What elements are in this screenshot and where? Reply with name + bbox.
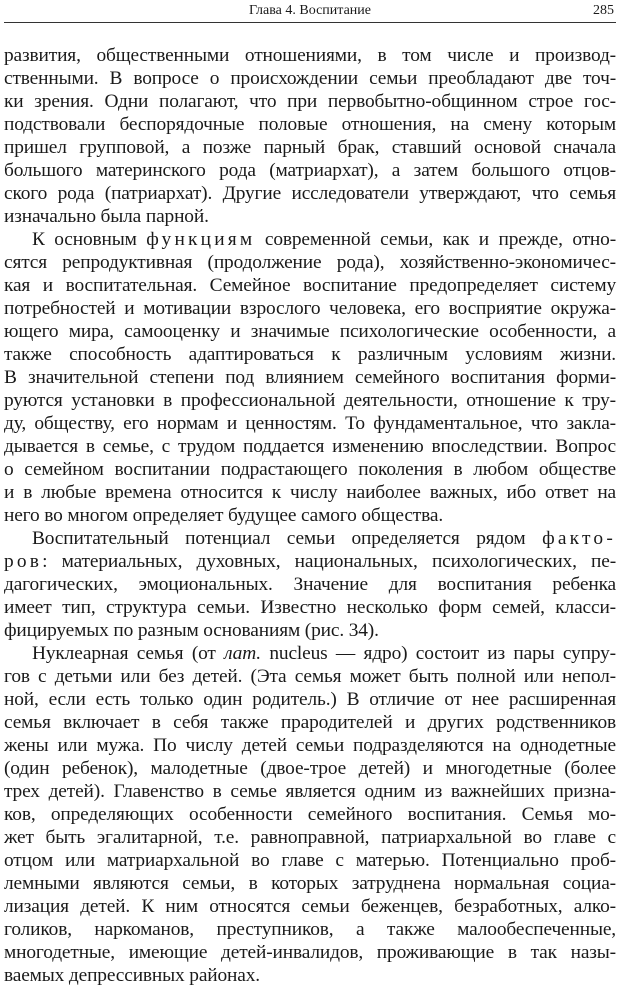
text-line	[4, 550, 616, 573]
text-line: него во многом определяет будущее самого общества.	[4, 505, 444, 526]
text-line: потребностей и мотивации взрослого человека, его восприятие окружа-	[4, 298, 616, 319]
text-line: ки зрения. Одни полагают, что при первобытно-общинном строе гос-	[4, 91, 616, 112]
page-number: 285	[593, 3, 614, 18]
text-line: трех детей). Главенство в семье является одним из важнейших призна-	[4, 781, 616, 802]
text-line: дагогических, эмоциональных. Значение для воспитания ребенка	[4, 574, 616, 595]
text-line: лемными являются семьи, в которых затруднена нормальная социа-	[4, 873, 616, 894]
text-line: ющего мира, самооценку и значимые психологические особенности, а	[4, 321, 616, 342]
text-line: большого материнского рода (матриархат), а затем большого отцов-	[4, 160, 616, 181]
text-run: Воспитательный потенциал семьи определяется рядом	[32, 528, 543, 549]
text-line: фицируемых по разным основаниям (рис. 34).	[4, 620, 379, 641]
text-line: многодетные, имеющие детей-инвалидов, проживающие в так назы-	[4, 942, 616, 963]
text-line: ков, определяющих особенности семейного воспитания. Семья мо-	[4, 804, 616, 825]
text-line: лизация детей. К ним относятся семьи беженцев, безработных, алко-	[4, 896, 616, 917]
text-line: отцом или матриархальной во главе с матерью. Потенциально проб-	[4, 850, 616, 871]
text-line: жет быть эгалитарной, т.е. равноправной, патриархальной во главе с	[4, 827, 616, 848]
text-line: гов с детьми или без детей. (Эта семья может быть полной или непол-	[4, 666, 616, 687]
text-line	[4, 228, 616, 251]
emphasized-term: факто-	[542, 528, 616, 549]
text-line: развития, общественными отношениями, в том числе и производ-	[4, 45, 616, 66]
paragraph-2	[4, 228, 616, 527]
text-line	[4, 642, 616, 665]
text-line: о семейном воспитании подрастающего поколения в любом обществе	[4, 459, 616, 480]
text-line: голиков, наркоманов, преступников, а также малообеспеченные,	[4, 919, 616, 940]
text-line: ственными. В вопросе о происхождении семьи преобладают две точ-	[4, 68, 616, 89]
text-run: К основным	[32, 229, 147, 250]
text-line: руются установки в профессиональной деятельности, отношение к тру-	[4, 390, 616, 411]
text-line: ского рода (патриархат). Другие исследователи утверждают, что семья	[4, 183, 616, 204]
text-line: жены или мужа. По числу детей семьи подразделяются на однодетные	[4, 735, 616, 756]
paragraph-4	[4, 642, 616, 987]
chapter-title: Глава 4. Воспитание	[249, 3, 371, 18]
emphasized-term: ров	[4, 551, 43, 572]
text-run: : материальных, духовных, национальных, психологических, пе-	[42, 551, 616, 572]
text-line: имеет тип, структура семьи. Известно несколько форм семей, класси-	[4, 597, 616, 618]
text-run: Нуклеарная семья (от	[32, 643, 225, 664]
text-line: ваемых депрессивных районах.	[4, 965, 260, 986]
text-line: также способность адаптироваться к различным условиям жизни.	[4, 344, 616, 365]
text-line: дывается в семье, с трудом поддается изменению впоследствии. Вопрос	[4, 436, 616, 457]
italic-abbreviation: лат.	[224, 643, 261, 664]
text-line: кая и воспитательная. Семейное воспитание предопределяет систему	[4, 275, 616, 296]
paragraph-1	[4, 44, 616, 228]
text-line: (один ребенок), малодетные (двое-трое детей) и многодетные (более	[4, 758, 616, 779]
body-text	[4, 44, 616, 987]
text-line: В значительной степени под влиянием семейного воспитания форми-	[4, 367, 616, 388]
text-line: сятся репродуктивная (продолжение рода), хозяйственно-экономичес-	[4, 252, 616, 273]
text-line	[4, 527, 616, 550]
text-run: современной семьи, как и прежде, отно-	[255, 229, 617, 250]
text-line: пришел групповой, а позже парный брак, ставший основой сначала	[4, 137, 616, 158]
running-header	[4, 0, 616, 23]
text-run: nucleus — ядро) состоит из пары супру-	[261, 643, 616, 664]
emphasized-term: функциям	[146, 229, 256, 250]
text-line: изначально была парной.	[4, 206, 209, 227]
text-line: подствовали беспорядочные половые отношения, на смену которым	[4, 114, 616, 135]
text-line: семья включает в себя также прародителей и других родственников	[4, 712, 616, 733]
paragraph-3	[4, 527, 616, 642]
text-line: ной, если есть только один родитель.) В отличие от нее расширенная	[4, 689, 616, 710]
text-line: ду, обществу, его нормам и ценностям. То фундаментальное, что закла-	[4, 413, 616, 434]
text-line: и в любые времена относится к числу наиболее важных, ибо ответ на	[4, 482, 616, 503]
